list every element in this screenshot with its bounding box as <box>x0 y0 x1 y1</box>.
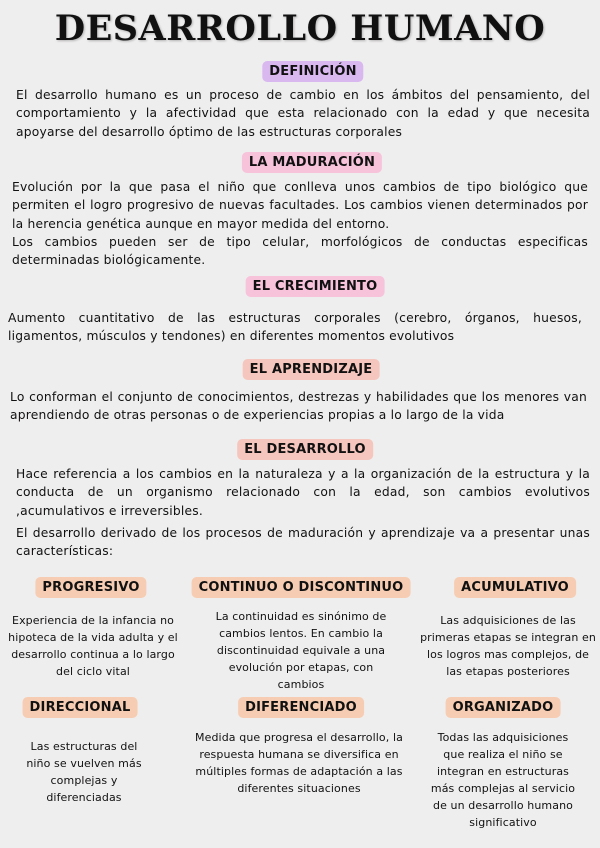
acumulativo-heading: ACUMULATIVO <box>454 577 576 598</box>
direccional-heading: DIRECCIONAL <box>23 697 138 718</box>
maduracion-text-1: Evolución por la que pasa el niño que conlleva unos cambios de tipo biológico que permiten el logro progresivo de nuevas facultades. Los cambios vienen determinados por la herencia genética aunque en mayor medida del entorno. <box>12 180 588 231</box>
desarrollo-text-2: El desarrollo derivado de los procesos de maduración y aprendizaje va a presentar unas características: <box>16 525 590 559</box>
desarrollo-text-1: Hace referencia a los cambios en la naturaleza y a la organización de la estructura y la conducta de un organismo relacionado con la edad, son cambios evolutivos ,acumulativos e irreversibles. <box>16 467 590 518</box>
organizado-heading: ORGANIZADO <box>446 697 561 718</box>
desarrollo-heading: EL DESARROLLO <box>237 439 373 460</box>
definicion-text: El desarrollo humano es un proceso de cambio en los ámbitos del pensamiento, del comportamiento y la afectividad que esta relacionado con la edad y que necesita apoyarse del desarrollo óptimo de las estructuras corporales <box>16 88 590 139</box>
maduracion-heading: LA MADURACIÓN <box>242 152 382 173</box>
acumulativo-text: Las adquisiciones de las primeras etapas se integran en los logros mas complejos, de las etapas posteriores <box>420 614 596 678</box>
page-title: DESARROLLO HUMANO <box>54 8 546 49</box>
organizado-text: Todas las adquisiciones que realiza el niño se integran en estructuras más complejas al servicio de un desarrollo humano significativo <box>430 731 576 829</box>
crecimiento-text: Aumento cuantitativo de las estructuras corporales (cerebro, órganos, huesos, ligamentos, músculos y tendones) en diferentes momentos evolutivos <box>8 311 582 344</box>
definicion-heading: DEFINICIÓN <box>262 61 363 82</box>
crecimiento-heading: EL CRECIMIENTO <box>246 276 385 297</box>
desarrollo-text <box>16 465 590 560</box>
continuo-text: La continuidad es sinónimo de cambios lentos. En cambio la discontinuidad equivale a una evolución por etapas, con cambios <box>215 610 387 691</box>
aprendizaje-text: Lo conforman el conjunto de conocimientos, destrezas y habilidades que los menores van aprendiendo de otras personas o de experiencias propias a lo largo de la vida <box>10 390 587 423</box>
maduracion-text-2: Los cambios pueden ser de tipo celular, morfológicos de conductas especificas determinadas biológicamente. <box>12 234 588 268</box>
progresivo-text: Experiencia de la infancia no hipoteca de la vida adulta y el desarrollo continua a lo largo del ciclo vital <box>8 614 178 678</box>
maduracion-text <box>12 178 588 269</box>
direccional-text: Las estructuras del niño se vuelven más complejas y diferenciadas <box>26 740 142 804</box>
diferenciado-text: Medida que progresa el desarrollo, la respuesta humana se diversifica en múltiples formas de adaptación a las diferentes situaciones <box>195 731 403 795</box>
diferenciado-heading: DIFERENCIADO <box>238 697 364 718</box>
aprendizaje-heading: EL APRENDIZAJE <box>243 359 380 380</box>
progresivo-heading: PROGRESIVO <box>35 577 146 598</box>
continuo-heading: CONTINUO O DISCONTINUO <box>192 577 411 598</box>
